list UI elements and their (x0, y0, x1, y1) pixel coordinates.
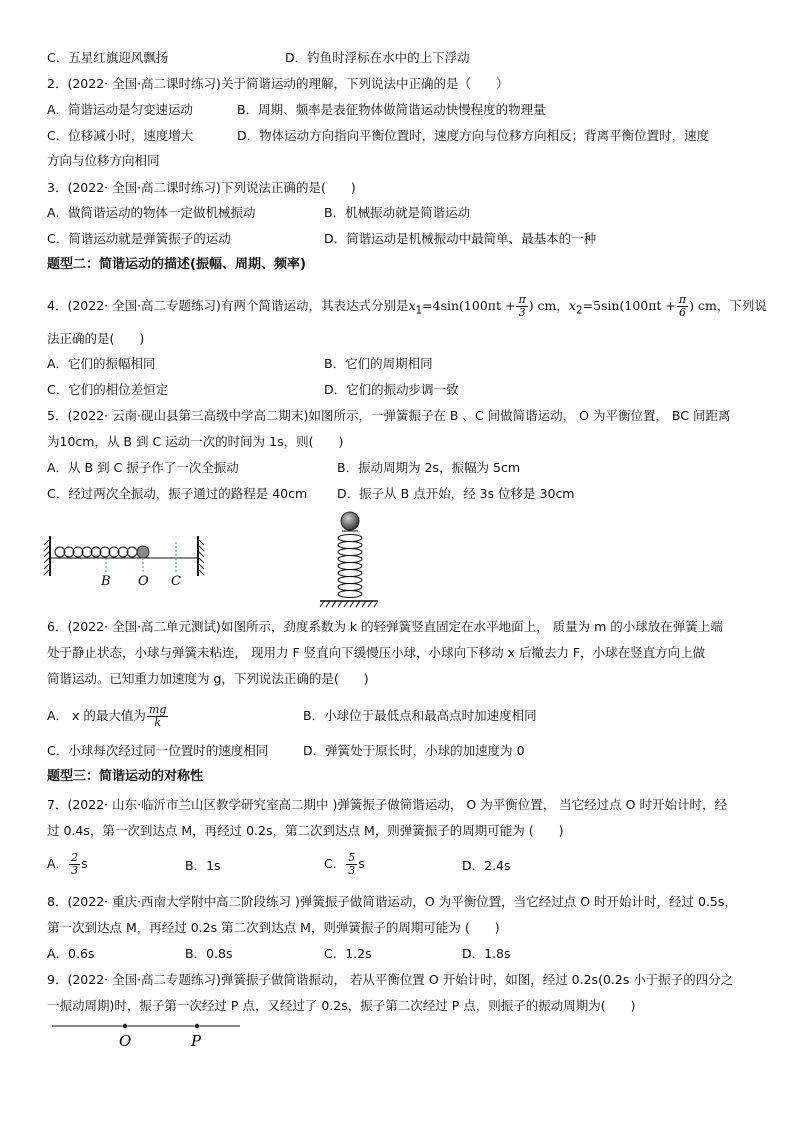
q7-option-c: C． $\frac{5}{3}$ s (324, 851, 365, 877)
point-P (195, 1024, 199, 1028)
q5-stem: 5．(2022· 云南·砚山县第三高级中学高二期末)如图所示，一弹簧振子在 B 、C 间做简谐运动， O 为平衡位置， BC 间距离 (47, 408, 731, 423)
q7-stem-cont: 过 0.4s，第一次到达点 M，再经过 0.2s，第二次到达点 M，则弹簧振子的周期可能为 ( ) (47, 823, 564, 838)
q7-option-a: A． $\frac{2}{3}$ s (47, 851, 88, 877)
q5-option-a: A．从 B 到 C 振子作了一次全振动 (47, 460, 239, 475)
q4-x2-fraction: $\frac{\pi}{6}$ (678, 293, 687, 319)
q7-option-d: D．2.4s (462, 858, 511, 873)
section-heading-3: 题型三：简谐运动的对称性 (47, 769, 204, 784)
section-heading-2: 题型二：简谐运动的描述(振幅、周期、频率) (47, 257, 306, 272)
q4-x2-expr: =5sin(100πt + (582, 298, 676, 313)
q4-x2-var: x (568, 298, 576, 313)
q4-x1-var: x (408, 298, 416, 313)
q6-option-a-fraction: $\frac{mg}{k}$ (148, 703, 167, 729)
point-O (123, 1024, 127, 1028)
q4-x2-tail: ) cm，下列说 (689, 298, 767, 313)
q7-option-c-fraction: $\frac{5}{3}$ (348, 851, 356, 877)
q5-option-c: C．经过两次全振动，振子通过的路程是 40cm (47, 486, 308, 501)
op-line-figure (52, 1018, 252, 1052)
q6-option-c: C．小球每次经过同一位置时的速度相同 (47, 743, 269, 758)
q4-x1-sub: 1 (415, 304, 423, 317)
q6-option-d: D．弹簧处于原长时，小球的加速度为 0 (303, 743, 525, 758)
q4-option-d: D．它们的振动步调一致 (324, 382, 459, 397)
q4-option-b: B．它们的周期相同 (324, 356, 433, 371)
q4-x1-tail: ) cm， (528, 298, 569, 313)
q5-option-b: B．振动周期为 2s，振幅为 5cm (337, 460, 520, 475)
q8-option-d: D．1.8s (462, 946, 511, 961)
q4-x1-fraction: $\frac{\pi}{3}$ (518, 293, 526, 319)
q3-option-c: C．简谐运动就是弹簧振子的运动 (47, 231, 231, 246)
label-B: B (101, 574, 111, 589)
vertical-spring-figure (318, 508, 382, 610)
label-P: P (191, 1032, 202, 1050)
q7-option-a-fraction: $\frac{2}{3}$ (71, 851, 79, 877)
q8-stem: 8．(2022· 重庆·西南大学附中高二阶段练习 )弹簧振子做简谐运动，O 为平衡位置，当它经过点 O 时开始计时，经过 0.5s， (47, 894, 737, 909)
q3-option-a: A．做简谐运动的物体一定做机械振动 (47, 205, 256, 220)
q5-stem-cont: 为10cm，从 B 到 C 运动一次的时间为 1s，则( ) (47, 434, 344, 449)
q9-stem: 9．(2022· 全国·高二专题练习)弹簧振子做简谐振动， 若从平衡位置 O 开始计时，如图，经过 0.2s(0.2s 小于振子的四分之 (47, 972, 734, 987)
q6-option-a: A． x 的最大值为 $\frac{mg}{k}$ (47, 703, 167, 729)
q9-stem-cont: 一振动周期)时，振子第一次经过 P 点，又经过了 0.2s，振子第二次经过 P 点，则振子的振动周期为( ) (47, 998, 636, 1013)
label-C: C (171, 574, 181, 589)
q4-stem-cont: 法正确的是( ) (47, 331, 145, 346)
horizontal-spring-figure (40, 528, 220, 590)
label-O: O (138, 574, 149, 589)
q4-stem-text: 4．(2022· 全国·高二专题练习)有两个简谐运动，其表达式分别是 (47, 298, 409, 313)
q8-option-c: C．1.2s (324, 946, 372, 961)
q2-option-d-cont: 方向与位移方向相同 (47, 153, 160, 168)
q4-x1-expr: =4sin(100πt + (422, 298, 516, 313)
q7-option-b: B．1s (185, 858, 221, 873)
q3-stem: 3．(2022· 全国·高二课时练习)下列说法正确的是( ) (47, 180, 356, 195)
q8-stem-cont: 第一次到达点 M，再经过 0.2s 第二次到达点 M，则弹簧振子的周期可能为 ( ) (47, 920, 500, 935)
q6-stem-cont-2: 简谐运动。已知重力加速度为 g，下列说法正确的是( ) (47, 671, 369, 686)
q5-option-d: D．振子从 B 点开始，经 3s 位移是 30cm (337, 486, 575, 501)
q3-option-d: D．简谐运动是机械振动中最简单、最基本的一种 (324, 231, 597, 246)
q6-option-b: B．小球位于最低点和最高点时加速度相同 (303, 708, 537, 723)
q4-x2-sub: 2 (575, 304, 583, 317)
q2-option-c: C．位移减小时，速度增大 (47, 128, 194, 143)
q1-option-d: D．钓鱼时浮标在水中的上下浮动 (285, 50, 470, 65)
q4-option-c: C．它们的相位差恒定 (47, 382, 169, 397)
q8-option-b: B．0.8s (185, 946, 233, 961)
q2-option-b: B．周期、频率是表征物体做简谐运动快慢程度的物理量 (237, 102, 546, 117)
q8-option-a: A．0.6s (47, 946, 95, 961)
q6-stem: 6．(2022· 全国·高二单元测试)如图所示，劲度系数为 k 的轻弹簧竖直固定在水平地面上， 质量为 m 的小球放在弹簧上端 (47, 619, 723, 634)
label-O: O (119, 1032, 132, 1050)
q3-option-b: B．机械振动就是简谐运动 (324, 205, 471, 220)
q2-option-d: D．物体运动方向指向平衡位置时，速度方向与位移方向相反；背离平衡位置时，速度 (237, 128, 710, 143)
q6-stem-cont-1: 处于静止状态，小球与弹簧未粘连， 现用力 F 竖直向下缓慢压小球，小球向下移动 x 后撤去力 F，小球在竖直方向上做 (47, 645, 706, 660)
q4-option-a: A．它们的振幅相同 (47, 356, 156, 371)
q2-stem: 2．(2022· 全国·高二课时练习)关于简谐运动的理解，下列说法中正确的是（ ） (47, 76, 509, 91)
q4-stem (47, 294, 767, 319)
q2-option-a: A．简谐运动是匀变速运动 (47, 102, 194, 117)
q7-stem: 7．(2022· 山东·临沂市兰山区教学研究室高二期中 )弹簧振子做简谐运动， O 为平衡位置， 当它经过点 O 时开始计时，经 (47, 797, 727, 812)
q1-option-c: C．五星红旗迎风飘扬 (47, 50, 169, 65)
